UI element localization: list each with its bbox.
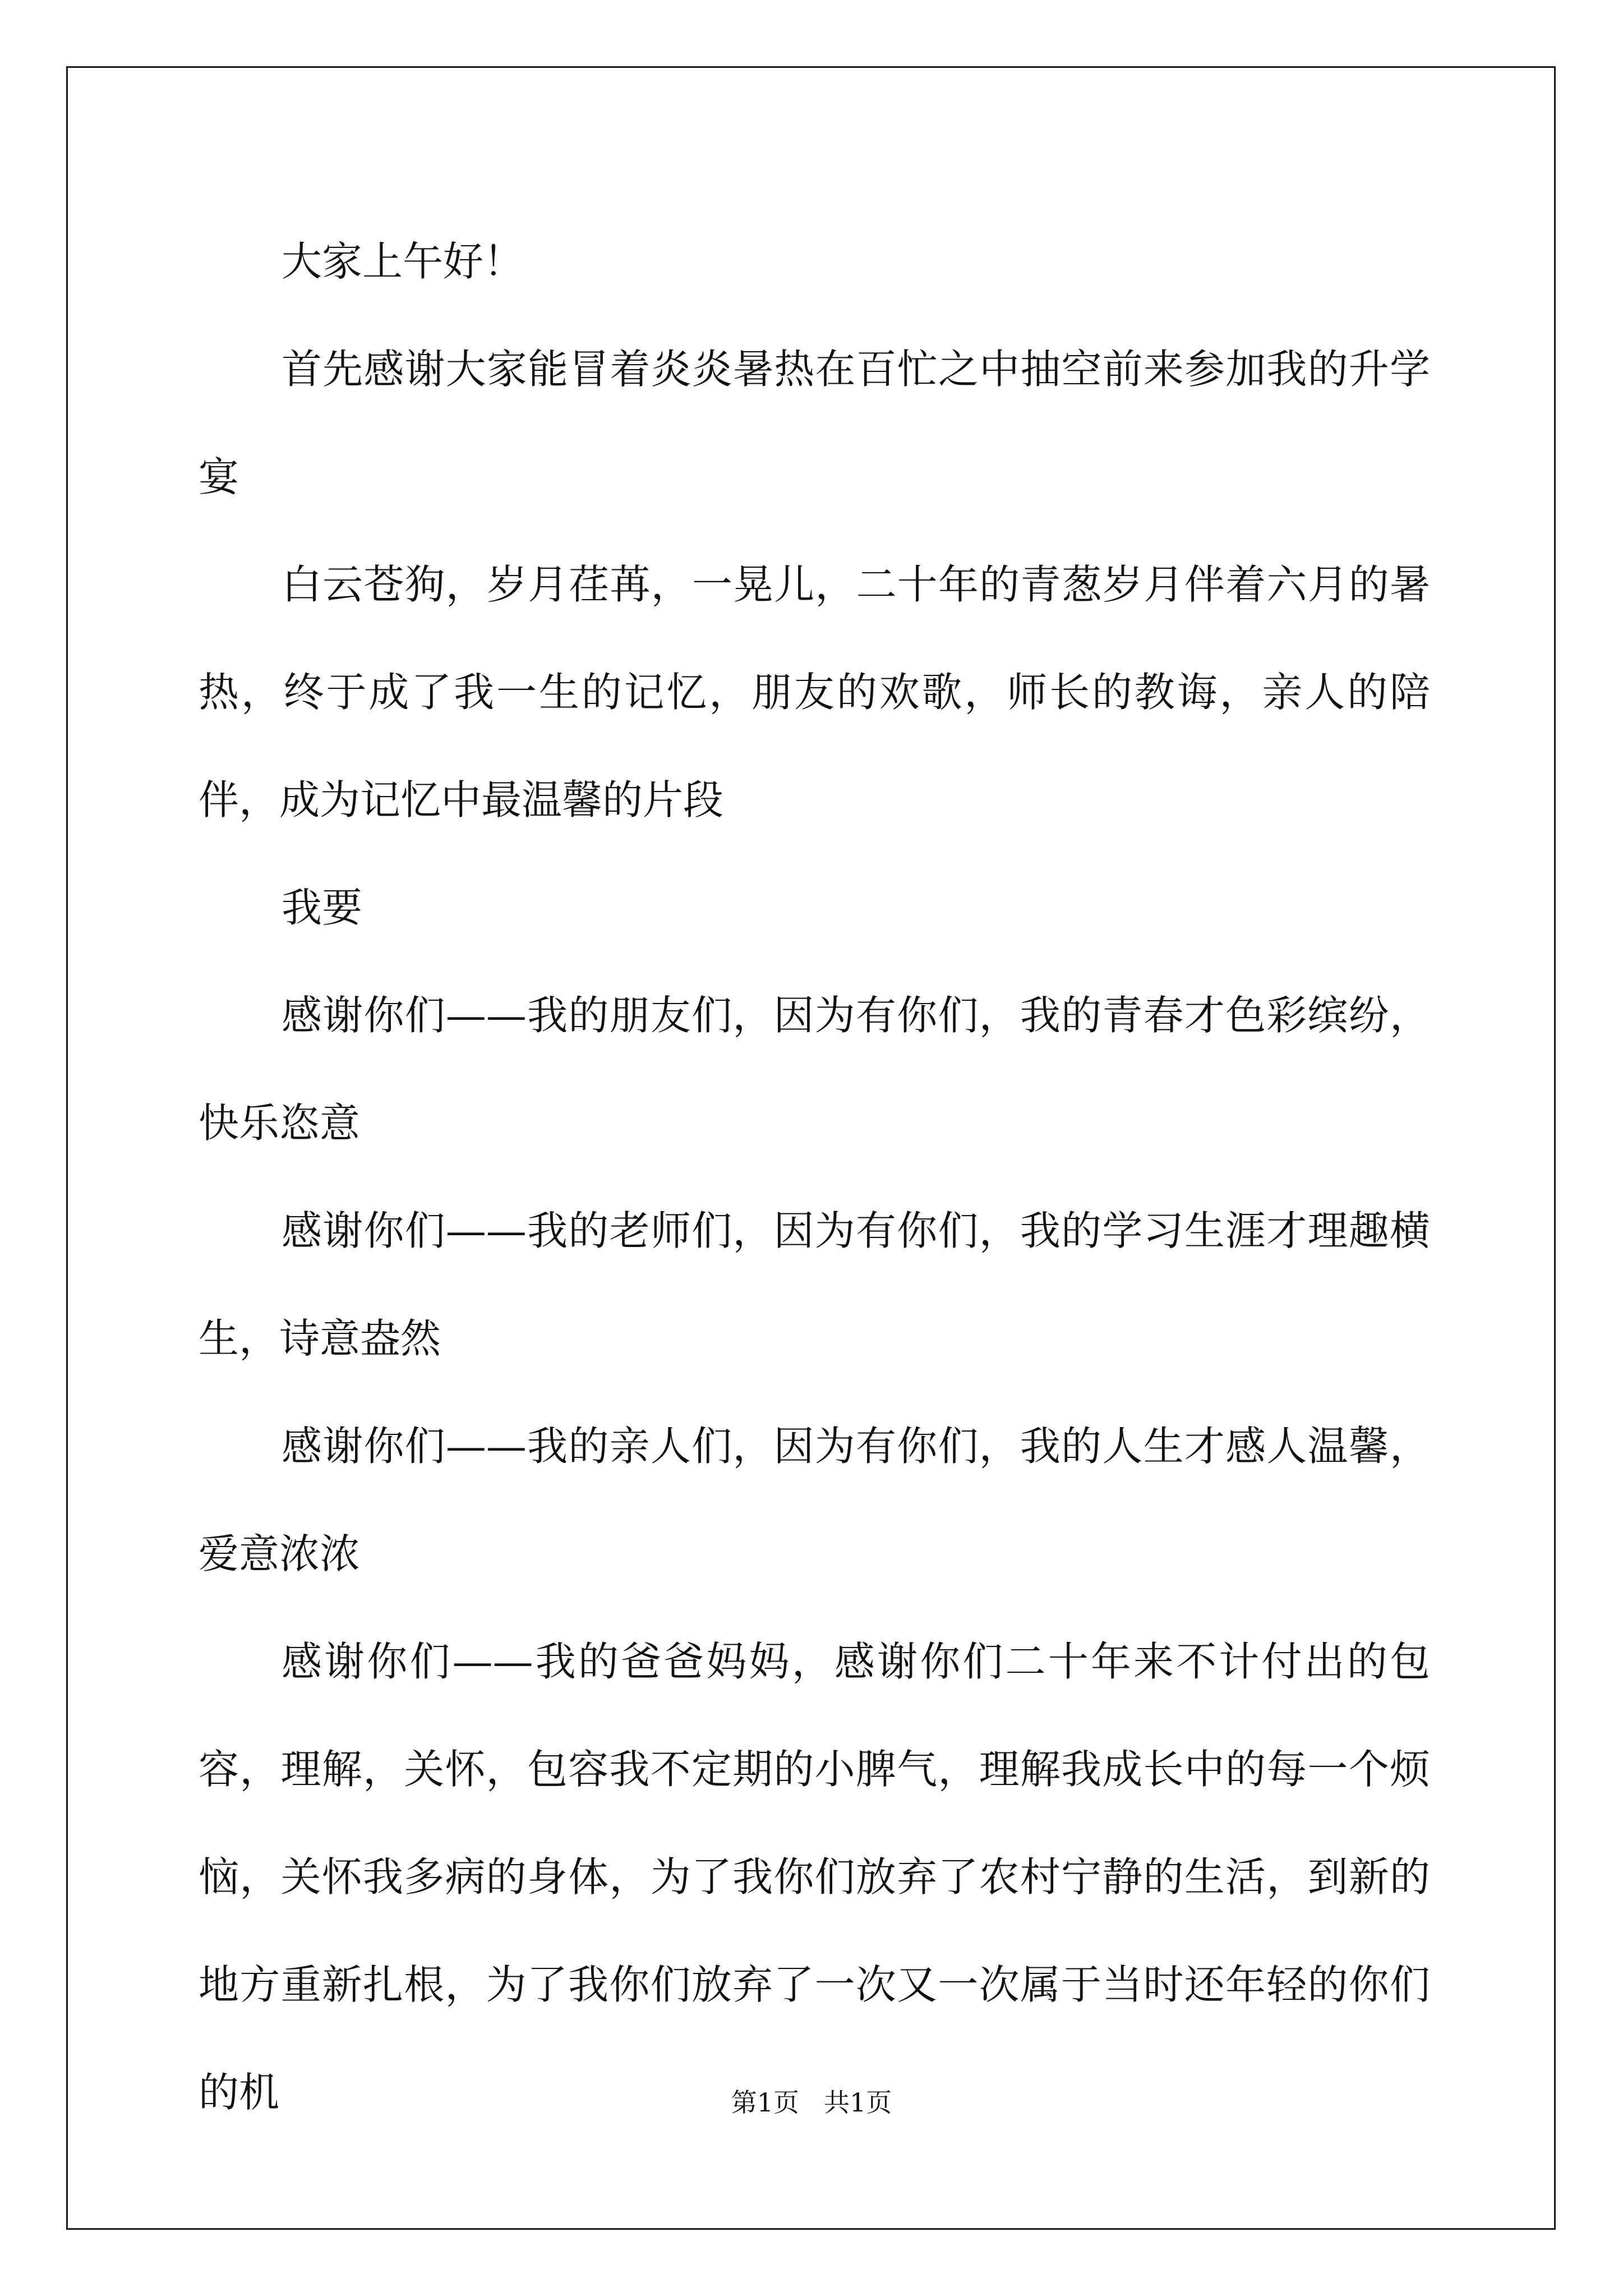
paragraph-thanks-teachers: 感谢你们——我的老师们，因为有你们，我的学习生涯才理趣横生，诗意盎然 [199,1207,1430,1362]
paragraph-thanks-friends: 感谢你们——我的朋友们，因为有你们，我的青春才色彩缤纷，快乐恣意 [199,992,1430,1147]
paragraph-thanks-parents: 感谢你们——我的爸爸妈妈，感谢你们二十年来不计付出的包容，理解，关怀，包容我不定期的小脾气，理解我成长中的每一个烦恼，关怀我多病的身体，为了我你们放弃了农村宁静的生活，到新的地方重新扎根，为了我你们放弃了一次又一次属于当时还年轻的你们的机 [199,1638,1430,2116]
paragraph-i-want: 我要 [282,884,363,931]
paragraph-thanks-intro: 首先感谢大家能冒着炎炎暑热在百忙之中抽空前来参加我的升学宴 [199,346,1430,500]
paragraph-memories: 白云苍狗，岁月荏苒，一晃儿，二十年的青葱岁月伴着六月的暑热，终于成了我一生的记忆，朋友的欢歌，师长的教诲，亲人的陪伴，成为记忆中最温馨的片段 [199,561,1430,823]
page-number-total: 共1页 [824,2087,892,2118]
page-number-current: 第1页 [731,2087,799,2118]
page-footer [0,2086,1623,2119]
paragraph-greeting: 大家上午好！ [282,238,524,285]
paragraph-thanks-relatives: 感谢你们——我的亲人们，因为有你们，我的人生才感人温馨，爱意浓浓 [199,1423,1430,1577]
document-body [199,208,1430,2146]
